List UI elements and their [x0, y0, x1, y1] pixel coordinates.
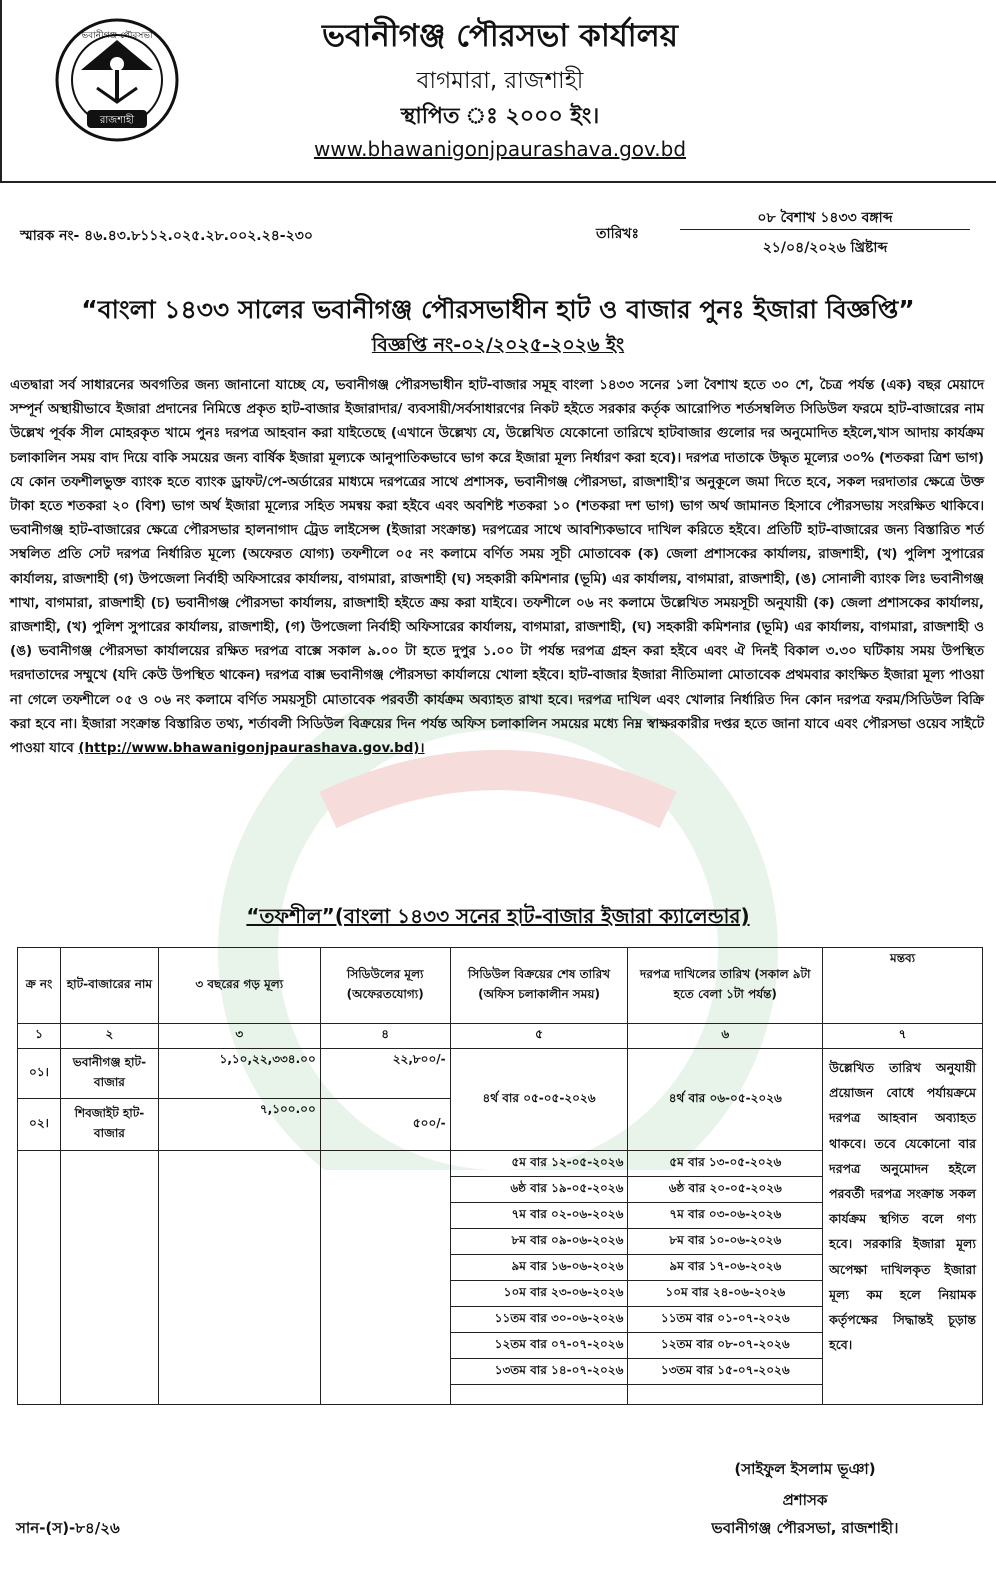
header-schedule-price: সিডিউলের মূল্য (অফেরতযোগ্য)	[320, 948, 450, 1024]
notice-title: “বাংলা ১৪৩৩ সালের ভবানীগঞ্জ পৌরসভাধীন হাট ও বাজার পুনঃ ইজারা বিজ্ঞপ্তি”	[81, 295, 915, 324]
market-avg-price: ১,১০,২২,৩৩৪.০০	[158, 1049, 320, 1099]
col-num: ৭	[823, 1024, 983, 1049]
col-num: ৩	[158, 1024, 320, 1049]
round-sale: ১২তম বার ০৭-০৭-২০২৬	[450, 1333, 628, 1359]
round-sale: ১৩তম বার ১৪-০৭-২০২৬	[450, 1359, 628, 1385]
market-name: শিবজাইট হাট-বাজার	[60, 1099, 158, 1151]
date-divider	[680, 229, 970, 230]
market-avg-price: ৭,১০০.০০	[158, 1099, 320, 1151]
round-sale: ১১তম বার ৩০-০৬-২০২৬	[450, 1307, 628, 1333]
col-num: ২	[60, 1024, 158, 1049]
empty-cell	[60, 1151, 158, 1405]
round-sale: ৭ম বার ০২-০৬-২০২৬	[450, 1203, 628, 1229]
signatory-name: (সাইফুল ইসলাম ভূঞা)	[734, 1460, 876, 1478]
header-submit-date: দরপত্র দাখিলের তারিখ (সকাল ৯টা হতে বেলা ১টা পর্যন্ত)	[628, 948, 823, 1024]
signatory-org: ভবানীগঞ্জ পৌরসভা, রাজশাহী।	[711, 1519, 899, 1537]
empty-cell	[450, 1385, 628, 1405]
logo-bottom-text: রাজশাহী	[99, 115, 135, 126]
notice-body	[10, 374, 984, 761]
round-submit: ১৩তম বার ১৫-০৭-২০২৬	[628, 1359, 823, 1385]
empty-cell	[628, 1385, 823, 1405]
column-number-row	[18, 1024, 983, 1049]
market-schedule-price: ২২,৮০০/-	[320, 1049, 450, 1099]
org-name: ভবানীগঞ্জ পৌরসভা কার্যালয়	[321, 18, 679, 54]
left-border	[0, 0, 2, 183]
first-round-sale: ৪র্থ বার ০৫-০৫-২০২৬	[450, 1049, 628, 1151]
round-submit: ৭ম বার ০৩-০৬-২০২৬	[628, 1203, 823, 1229]
col-num: ৫	[450, 1024, 628, 1049]
date-bengali: ০৮ বৈশাখ ১৪৩৩ বঙ্গাব্দ	[757, 210, 893, 226]
logo-top-text: ভবানীগঞ্জ পৌরসভা	[81, 31, 153, 41]
website-link[interactable]: www.bhawanigonjpaurashava.gov.bd	[313, 137, 687, 161]
round-submit: ৮ম বার ১০-০৬-২০২৬	[628, 1229, 823, 1255]
header-avg-price: ৩ বছরের গড় মূল্য	[158, 948, 320, 1024]
col-num: ৪	[320, 1024, 450, 1049]
header-sale-date: সিডিউল বিক্রয়ের শেষ তারিখ (অফিস চলাকালীন সময়)	[450, 948, 628, 1024]
market-schedule-price: ৫০০/-	[320, 1099, 450, 1151]
market-serial: ০১।	[18, 1049, 61, 1099]
empty-cell	[18, 1151, 61, 1405]
empty-cell	[320, 1151, 450, 1405]
schedule-table	[17, 947, 983, 1405]
round-submit: ৫ম বার ১৩-০৫-২০২৬	[628, 1151, 823, 1177]
round-submit: ১১তম বার ০১-০৭-২০২৬	[628, 1307, 823, 1333]
round-submit: ৬ষ্ঠ বার ২০-০৫-২০২৬	[628, 1177, 823, 1203]
empty-cell	[158, 1151, 320, 1405]
col-num: ৬	[628, 1024, 823, 1049]
round-sale: ৮ম বার ০৯-০৬-২০২৬	[450, 1229, 628, 1255]
market-name: ভবানীগঞ্জ হাট-বাজার	[60, 1049, 158, 1099]
org-place: বাগমারা, রাজশাহী	[416, 68, 584, 94]
first-round-submit: ৪র্থ বার ০৬-০৫-২০২৬	[628, 1049, 823, 1151]
memo-number: স্মারক নং- ৪৬.৪৩.৮১১২.০২৫.২৮.০০২.২৪-২৩০	[20, 228, 313, 244]
header-market-name: হাট-বাজারের নাম	[60, 948, 158, 1024]
header-serial: ক্র নং	[18, 948, 61, 1024]
header-divider	[0, 181, 996, 183]
date-gregorian: ২১/০৪/২০২৬ খ্রিষ্টাব্দ	[762, 240, 888, 256]
municipality-logo	[53, 18, 181, 142]
round-submit: ১০ম বার ২৪-০৬-২০২৬	[628, 1281, 823, 1307]
schedule-title: “তফশীল”(বাংলা ১৪৩৩ সনের হাট-বাজার ইজারা ক্যালেন্ডার)	[246, 904, 750, 928]
date-label: তারিখঃ	[596, 226, 639, 242]
signatory-title: প্রশাসক	[782, 1491, 828, 1509]
notice-body-text: এতদ্বারা সর্ব সাধারনের অবগতির জন্য জানানো যাচ্ছে যে, ভবানীগঞ্জ পৌরসভাধীন হাট-বাজার সমূহ বাংলা ১৪৩৩ সনের ১লা বৈশাখ হতে ৩০ শে, চৈত্র পর্যন্ত (এক) বছর মেয়াদে সম্পূর্ন অস্থায়ীভাবে ইজারা প্রদানের নিমিত্তে প্রকৃত হাট-বাজার ইজারাদার/ ব্যবসায়ী/সর্বসাধারণের নিকট হইতে সরকার কর্তৃক আরোপিত শর্তসম্বলিত সিডিউল ফরমে হাট-বাজারের নাম উল্লেখ পূর্বক সীল মোহরকৃত খামে পুনঃ দরপত্র আহবান করা যাইতেছে (এখানে উল্লেখ্য যে, উল্লেখিত যেকোনো তারিখে হাটবাজার গুলোর দর অনুমোদিত হইলে,খাস আদায় কার্যক্রম চলাকালিন সময় বাদ দিয়ে বাকি সময়ের জন্য বার্ষিক ইজারা মূল্যকে আনুপাতিকভাবে ভাগ করে ইজারা মূল্য নির্ধারণ করা হবে)। দরপত্র দাতাকে উদ্ধৃত মূল্যের ৩০% (শতকরা ত্রিশ ভাগ) যে কোন তফশীলভুক্ত ব্যাংক হতে ব্যাংক ড্রাফট/পে-অর্ডারের মাধ্যমে দরপত্রের সাথে প্রশাসক, ভবানীগঞ্জ পৌরসভা, রাজশাহী'র অনুকূলে জমা দিতে হবে, সকল দরদাতার ক্ষেত্রে উক্ত টাকা হতে শতকরা ২০ (বিশ) ভাগ অর্থ ইজারা মূল্যের সহিত সমন্বয় করা হইবে এবং অবশিষ্ট শতকরা ১০ (শতকরা দশ ভাগ) ভাগ অর্থ জামানত হিসাবে পৌরসভায় সংরক্ষিত থাকিবে। ভবানীগঞ্জ হাট-বাজারের ক্ষেত্রে পৌরসভার হালনাগাদ ট্রেড লাইসেন্স (ইজারা সংক্রান্ত) দরপত্রের সাথে আবশ্যিকভাবে দাখিল করিতে হইবে। প্রতিটি হাট-বাজারের জন্য বিস্তারিত শর্ত সম্বলিত প্রতি সেট দরপত্র নির্ধারিত মূল্যে (অফেরত যোগ্য) তফশীলে ০৫ নং কলামে বর্ণিত সময় সূচী মোতাবেক (ক) জেলা প্রশাসকের কার্যালয়, রাজশাহী, (খ) পুলিশ সুপারের কার্যালয়, রাজশাহী (গ) উপজেলা নির্বাহী অফিসারের কার্যালয়, বাগমারা, রাজশাহী (ঘ) সহকারী কমিশনার (ভূমি) এর কার্যালয়, বাগমারা, রাজশাহী, (ঙ) সোনালী ব্যাংক লিঃ ভবানীগঞ্জ শাখা, বাগমারা, রাজশাহী (চ) ভবানীগঞ্জ পৌরসভা কার্যালয়, রাজশাহী হইতে ক্রয় করা যাইবে। তফশীলে ০৬ নং কলামে উল্লেখিত সময়সূচী অনুযায়ী (ক) জেলা প্রশাসকের কার্যালয়, রাজশাহী, (খ) পুলিশ সুপারের কার্যালয়, রাজশাহী, (গ) উপজেলা নির্বাহী অফিসারের কার্যালয়, বাগমারা, রাজশাহী, (ঘ) সহকারী কমিশনার (ভূমি) এর কার্যালয়, বাগমারা, রাজশাহী ও (ঙ) ভবানীগঞ্জ পৌরসভা কার্যালয়ের রক্ষিত দরপত্র বাক্সে সকাল ৯.০০ টা হতে দুপুর ১.০০ টা পর্যন্ত দরপত্র গ্রহন করা হইবে এবং ঐ দিনই বিকাল ৩.৩০ ঘটিকায় সময় উপস্থিত দরদাতাদের সম্মুখে (যদি কেউ উপস্থিত থাকেন) দরপত্র বাক্স ভবানীগঞ্জ পৌরসভা কার্যালয়ে খোলা হইবে। হাট-বাজার ইজারা নীতিমালা মোতাবেক প্রথমবার কাংক্ষিত ইজারা মূল্য পাওয়া না গেলে তফশীলে ০৫ ও ০৬ নং কলামে বর্ণিত সময়সূচী মোতাবেক পরবর্তী কার্যক্রম অব্যাহত রাখা হবে। দরপত্র দাখিল এবং খোলার নির্ধারিত দিন কোন দরপত্র ফরম/সিডিউল বিক্রি করা হবে না। ইজারা সংক্রান্ত বিস্তারিত তথ্য, শর্তাবলী সিডিউল বিক্রয়ের দিন পর্যন্ত অফিস চলাকালিন সময়ের মধ্যে নিম্ন স্বাক্ষরকারীর দপ্তর হতে জানা যাবে এবং পৌরসভা ওয়েব সাইটে পাওয়া যাবে	[10, 378, 984, 757]
round-sale: ৫ম বার ১২-০৫-২০২৬	[450, 1151, 628, 1177]
round-submit: ৯ম বার ১৭-০৬-২০২৬	[628, 1255, 823, 1281]
round-sale: ৯ম বার ১৬-০৬-২০২৬	[450, 1255, 628, 1281]
established-year: স্থাপিত ঃ ২০০০ ইং।	[400, 104, 600, 129]
round-sale: ৬ষ্ঠ বার ১৯-০৫-২০২৬	[450, 1177, 628, 1203]
table-header-row	[18, 948, 983, 1024]
reference-code: সান-(স)-৮৪/২৬	[16, 1519, 120, 1537]
remark-cell: উল্লেখিত তারিখ অনুযায়ী প্রয়োজন বোধে পর্যায়ক্রমে দরপত্র আহবান অব্যাহত থাকবে। তবে যেকোনো বার দরপত্র অনুমোদন হইলে পরবর্তী দরপত্র সংক্রান্ত সকল কার্যক্রম স্থগিত বলে গণ্য হবে। সরকারি ইজারা মূল্য অপেক্ষা দাখিলকৃত ইজারা মূল্য কম হলে নিয়ামক কর্তৃপক্ষের সিদ্ধান্তই চূড়ান্ত হবে।	[823, 1049, 983, 1405]
round-submit: ১২তম বার ০৮-০৭-২০২৬	[628, 1333, 823, 1359]
round-sale: ১০ম বার ২৩-০৬-২০২৬	[450, 1281, 628, 1307]
notice-body-link[interactable]: (http://www.bhawanigonjpaurashava.gov.bd)।	[78, 741, 425, 757]
header-remark: মন্তব্য	[823, 948, 983, 1024]
table-row	[18, 1049, 983, 1099]
notice-number: বিজ্ঞপ্তি নং-০২/২০২৫-২০২৬ ইং	[371, 334, 625, 356]
col-num: ১	[18, 1024, 61, 1049]
market-serial: ০২।	[18, 1099, 61, 1151]
